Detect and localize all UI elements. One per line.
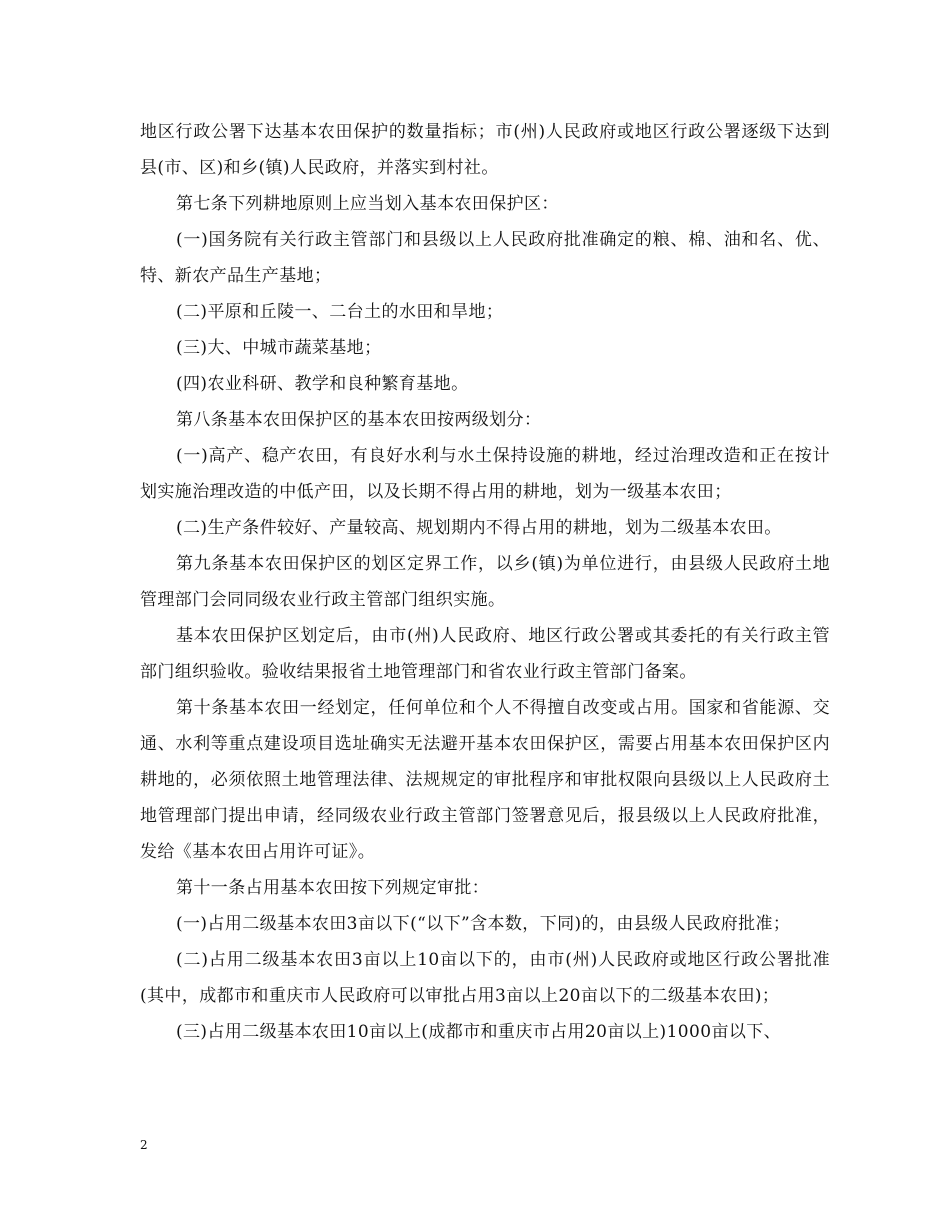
page-number: 2 <box>140 1138 148 1152</box>
paragraph-7: 第八条基本农田保护区的基本农田按两级划分： <box>176 410 542 430</box>
paragraph-8: (一)高产、稳产农田，有良好水利与水土保持设施的耕地，经过治理改造和正在按计划实施治理改造的中低产田，以及长期不得占用的耕地，划为一级基本农田； <box>140 446 830 502</box>
paragraph-1: 地区行政公署下达基本农田保护的数量指标；市(州)人民政府或地区行政公署逐级下达到县(市、区)和乡(镇)人民政府，并落实到村社。 <box>140 122 830 178</box>
paragraph-2: 第七条下列耕地原则上应当划入基本农田保护区： <box>176 194 559 214</box>
paragraph-15: (二)占用二级基本农田3亩以上10亩以下的，由市(州)人民政府或地区行政公署批准(其中，成都市和重庆市人民政府可以审批占用3亩以上20亩以下的二级基本农田)； <box>140 950 830 1006</box>
paragraph-16: (三)占用二级基本农田10亩以上(成都市和重庆市占用20亩以上)1000亩以下、 <box>176 1022 782 1042</box>
paragraph-5: (三)大、中城市蔬菜基地； <box>176 338 382 358</box>
document-body <box>140 114 830 1050</box>
paragraph-11: 基本农田保护区划定后，由市(州)人民政府、地区行政公署或其委托的有关行政主管部门组织验收。验收结果报省土地管理部门和省农业行政主管部门备案。 <box>140 626 830 682</box>
paragraph-10: 第九条基本农田保护区的划区定界工作，以乡(镇)为单位进行，由县级人民政府土地管理部门会同同级农业行政主管部门组织实施。 <box>140 554 830 610</box>
paragraph-4: (二)平原和丘陵一、二台土的水田和旱地； <box>176 302 504 322</box>
paragraph-6: (四)农业科研、教学和良种繁育基地。 <box>176 374 469 394</box>
paragraph-14: (一)占用二级基本农田3亩以下(“以下”含本数，下同)的，由县级人民政府批准； <box>176 914 791 934</box>
paragraph-3: (一)国务院有关行政主管部门和县级以上人民政府批准确定的粮、棉、油和名、优、特、新农产品生产基地； <box>140 230 830 286</box>
paragraph-13: 第十一条占用基本农田按下列规定审批： <box>176 878 490 898</box>
paragraph-9: (二)生产条件较好、产量较高、规划期内不得占用的耕地，划为二级基本农田。 <box>176 518 782 538</box>
paragraph-12: 第十条基本农田一经划定，任何单位和个人不得擅自改变或占用。国家和省能源、交通、水利等重点建设项目选址确实无法避开基本农田保护区，需要占用基本农田保护区内耕地的，必须依照土地管理法律、法规规定的审批程序和审批权限向县级以上人民政府土地管理部门提出申请，经同级农业行政主管部门签署意见后，报县级以上人民政府批准，发给《基本农田占用许可证》。 <box>140 698 830 862</box>
